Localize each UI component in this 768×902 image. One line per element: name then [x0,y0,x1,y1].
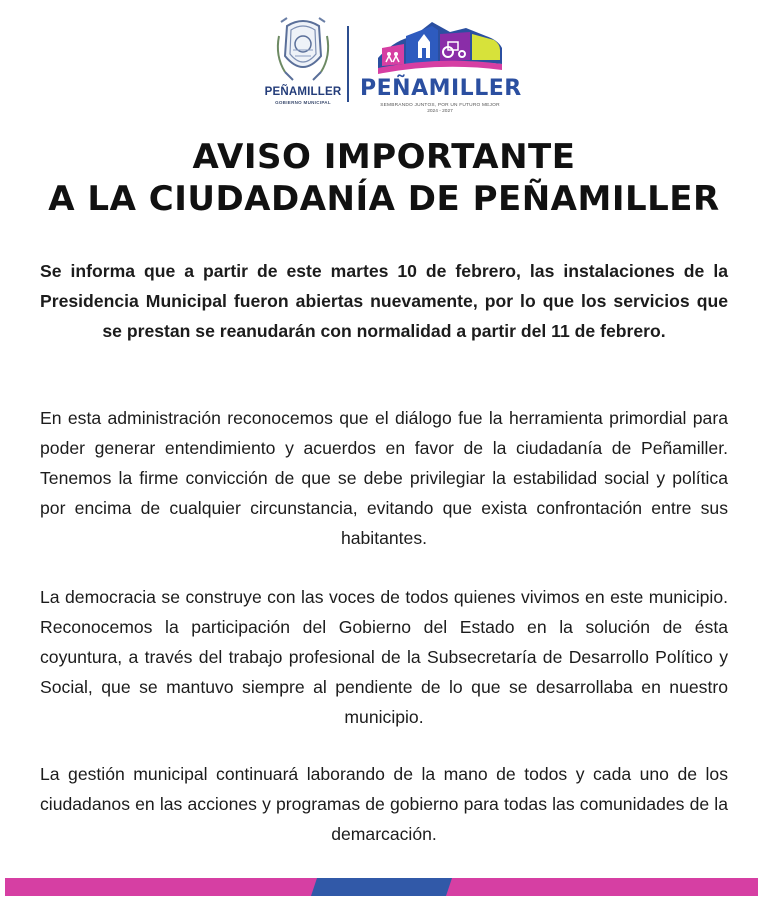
notice-title [0,136,768,220]
title-line-1: AVISO IMPORTANTE [192,137,576,177]
crest-name: PEÑAMILLER [264,86,342,98]
header-logos [0,8,768,114]
footer-color-bar [5,878,758,896]
paragraph-management: La gestión municipal continuará laborando de la mano de todos y cada uno de los ciudadanos en las acciones y programas de gobierno para todas las comunidades de la demarcación. [40,764,728,844]
title-line-2: A LA CIUDADANÍA DE PEÑAMILLER [48,179,720,219]
paragraph-democracy: La democracia se construye con las voces de todos quienes vivimos en este municipio. Reconocemos la participación del Gobierno del Estado en la solución de ésta coyuntura, a través del trabajo profesional de la Subsecretaría de Desarrollo Político y Social, que se mantuvo siempre al pendiente de lo que se desarrollaba en nuestro municipio. [40,587,728,727]
coat-of-arms-icon [273,16,333,84]
brand-logo [360,16,520,114]
paragraph-dialogue: En esta administración reconocemos que el diálogo fue la herramienta primordial para poder generar entendimiento y acuerdos en favor de la ciudadanía de Peñamiller. Tenemos la firme convicción de que se debe privilegiar la estabilidad social y política por encima de cualquier circunstancia, evitando que exista confrontación entre sus habitantes. [40,408,728,548]
mountain-banner-icon [374,18,506,76]
brand-name: PEÑAMILLER [360,76,522,101]
brand-tagline: SEMBRANDO JUNTOS, POR UN FUTURO MEJOR [380,103,500,108]
municipal-crest [263,16,343,106]
crest-subtitle: GOBIERNO MUNICIPAL [275,100,331,105]
brand-years: 2024 - 2027 [427,109,453,114]
paragraph-reopening: Se informa que a partir de este martes 10 de febrero, las instalaciones de la Presidencia Municipal fueron abiertas nuevamente, por lo que los servicios que se prestan se reanudarán con normalidad a partir del 11 de febrero. [40,261,728,341]
logo-divider [347,26,349,102]
